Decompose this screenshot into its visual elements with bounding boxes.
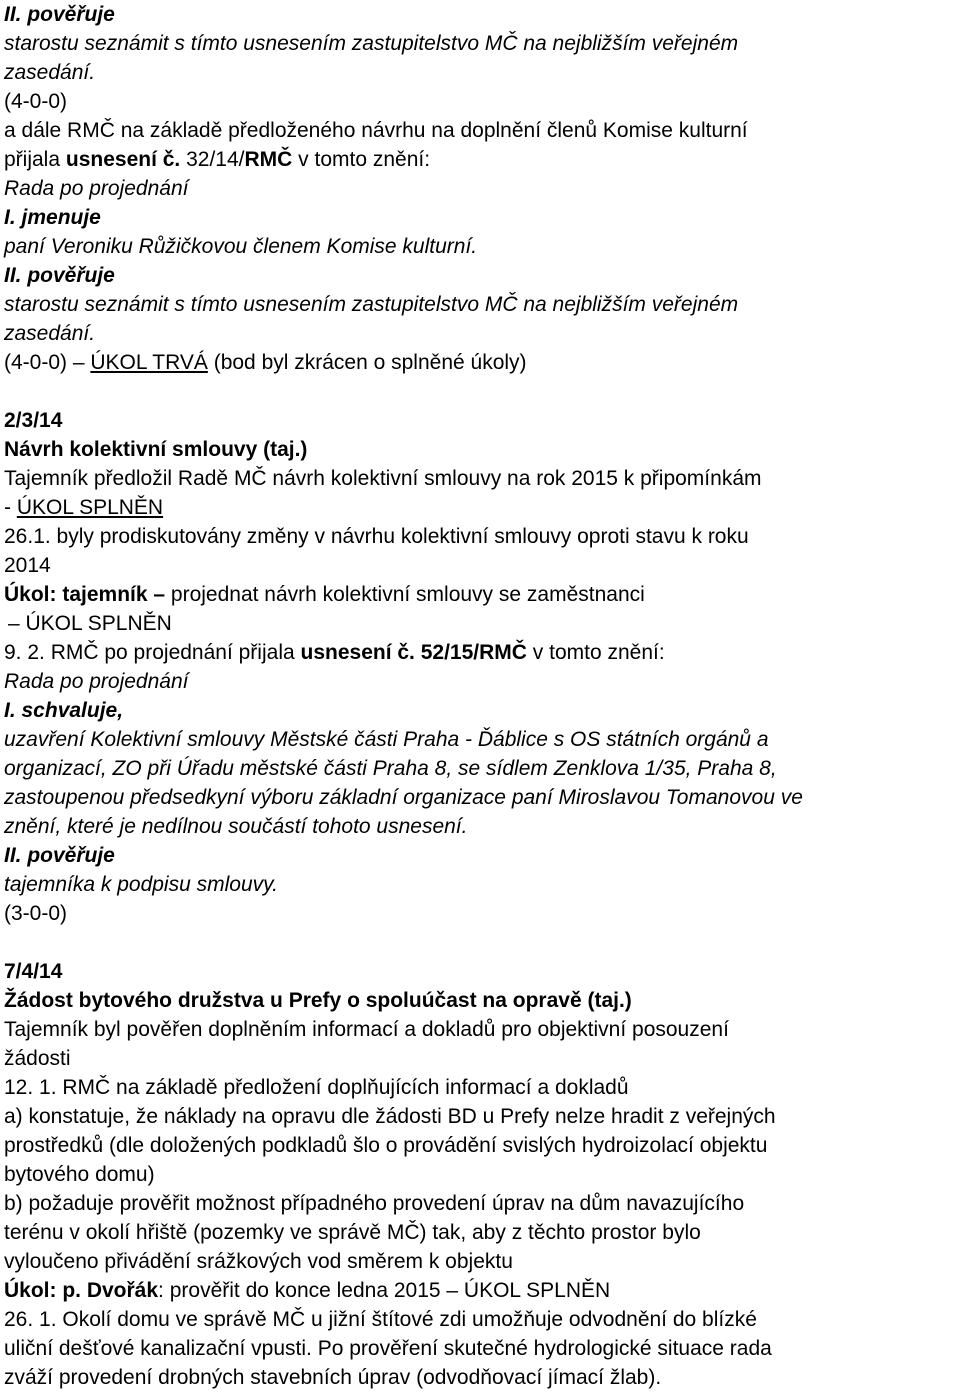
- heading-poveruje: II. pověřuje: [4, 264, 115, 287]
- paragraph-line: organizací, ZO při Úřadu městské části Praha 8, se sídlem Zenklova 1/35, Praha 8,: [4, 757, 777, 780]
- task-status-line: [4, 493, 956, 522]
- paragraph-line: paní Veroniku Růžičkovou členem Komise kulturní.: [4, 235, 478, 258]
- resolution-body: RMČ: [244, 148, 293, 171]
- paragraph-line: a dále RMČ na základě předloženého návrhu na doplnění členů Komise kulturní: [4, 119, 748, 142]
- text-span: přijala: [4, 148, 66, 171]
- paragraph-line: 12. 1. RMČ na základě předložení doplňujících informací a dokladů: [4, 1076, 629, 1099]
- heading-schvaluje: I. schvaluje,: [4, 699, 124, 722]
- task-status: ÚKOL SPLNĚN: [16, 496, 164, 519]
- item-title: Návrh kolektivní smlouvy (taj.): [4, 438, 308, 461]
- task-label: Úkol: tajemník –: [4, 583, 166, 606]
- paragraph-line: starostu seznámit s tímto usnesením zastupitelstvo MČ na nejbližším veřejném: [4, 32, 739, 55]
- paragraph-line: vyloučeno přivádění srážkových vod směrem k objektu: [4, 1250, 513, 1273]
- item-number: 7/4/14: [4, 960, 63, 983]
- text-span: 32/14/: [180, 148, 245, 171]
- paragraph-line: uzavření Kolektivní smlouvy Městské části Praha - Ďáblice s OS státních orgánů a: [4, 728, 769, 751]
- paragraph-line: Rada po projednání: [4, 670, 189, 693]
- spacer: [4, 928, 956, 957]
- text-span: -: [4, 496, 17, 519]
- task-status: ÚKOL TRVÁ: [90, 351, 208, 374]
- vote-result: (4-0-0): [4, 90, 68, 113]
- paragraph-line: bytového domu): [4, 1163, 155, 1186]
- paragraph-line: tajemníka k podpisu smlouvy.: [4, 873, 278, 896]
- paragraph-line: Tajemník byl pověřen doplněním informací a dokladů pro objektivní posouzení: [4, 1018, 729, 1041]
- paragraph-line: uliční dešťové kanalizační vpusti. Po prověření skutečné hydrologické situace rada: [4, 1337, 772, 1360]
- paragraph-line: a) konstatuje, že náklady na opravu dle žádosti BD u Prefy nelze hradit z veřejných: [4, 1105, 776, 1128]
- text-span: v tomto znění:: [526, 641, 665, 664]
- resolution-body: 52/15/RMČ: [420, 641, 527, 664]
- paragraph-line: b) požaduje prověřit možnost případného provedení úprav na dům navazujícího: [4, 1192, 745, 1215]
- vote-result: (3-0-0): [4, 902, 68, 925]
- paragraph-line: Rada po projednání: [4, 177, 189, 200]
- dash: –: [72, 351, 91, 374]
- paragraph-line: zasedání.: [4, 322, 96, 345]
- resolution-label: usnesení č.: [65, 148, 181, 171]
- paragraph-line: zváží provedení drobných stavebních úprav (odvodňovací jímací žlab).: [4, 1366, 662, 1389]
- task-line: [4, 580, 956, 609]
- heading-poveruje: II. pověřuje: [4, 844, 115, 867]
- text-span: : prověřit do konce ledna 2015 – ÚKOL SPLNĚN: [158, 1279, 611, 1302]
- text-span: projednat návrh kolektivní smlouvy se zaměstnanci: [165, 583, 645, 606]
- paragraph-line: starostu seznámit s tímto usnesením zastupitelstvo MČ na nejbližším veřejném: [4, 293, 739, 316]
- vote-result: [4, 348, 956, 377]
- paragraph-line: terénu v okolí hřiště (pozemky ve správě MČ) tak, aby z těchto prostor bylo: [4, 1221, 701, 1244]
- paragraph-line: [4, 638, 956, 667]
- paragraph-line: znění, které je nedílnou součástí tohoto usnesení.: [4, 815, 468, 838]
- task-line: [4, 1276, 956, 1305]
- paragraph-line: prostředků (dle doložených podkladů šlo o provádění svislých hydroizolací objektu: [4, 1134, 768, 1157]
- paragraph-line: 26.1. byly prodiskutovány změny v návrhu kolektivní smlouvy oproti stavu k roku: [4, 525, 749, 548]
- paragraph-line: [4, 145, 956, 174]
- task-label: Úkol: p. Dvořák: [4, 1279, 159, 1302]
- paragraph-line: zasedání.: [4, 61, 96, 84]
- paragraph-line: Tajemník předložil Radě MČ návrh kolektivní smlouvy na rok 2015 k připomínkám: [4, 467, 762, 490]
- text-span: (bod byl zkrácen o splněné úkoly): [207, 351, 527, 374]
- item-number: 2/3/14: [4, 409, 63, 432]
- text-span: v tomto znění:: [292, 148, 431, 171]
- resolution-label: usnesení č.: [300, 641, 415, 664]
- paragraph-line: 2014: [4, 554, 51, 577]
- text-span: (4-0-0): [4, 351, 73, 374]
- task-status-line: – ÚKOL SPLNĚN: [8, 612, 172, 635]
- text-span: 9. 2. RMČ po projednání přijala: [4, 641, 301, 664]
- paragraph-line: žádosti: [4, 1047, 71, 1070]
- paragraph-line: 26. 1. Okolí domu ve správě MČ u jižní štítové zdi umožňuje odvodnění do blízké: [4, 1308, 757, 1331]
- spacer: [4, 377, 956, 406]
- heading-jmenuje: I. jmenuje: [4, 206, 101, 229]
- item-title: Žádost bytového družstva u Prefy o spoluúčast na opravě (taj.): [4, 989, 632, 1012]
- paragraph-line: zastoupenou předsedkyní výboru základní organizace paní Miroslavou Tomanovou ve: [4, 786, 803, 809]
- heading-poveruje: II. pověřuje: [4, 3, 115, 26]
